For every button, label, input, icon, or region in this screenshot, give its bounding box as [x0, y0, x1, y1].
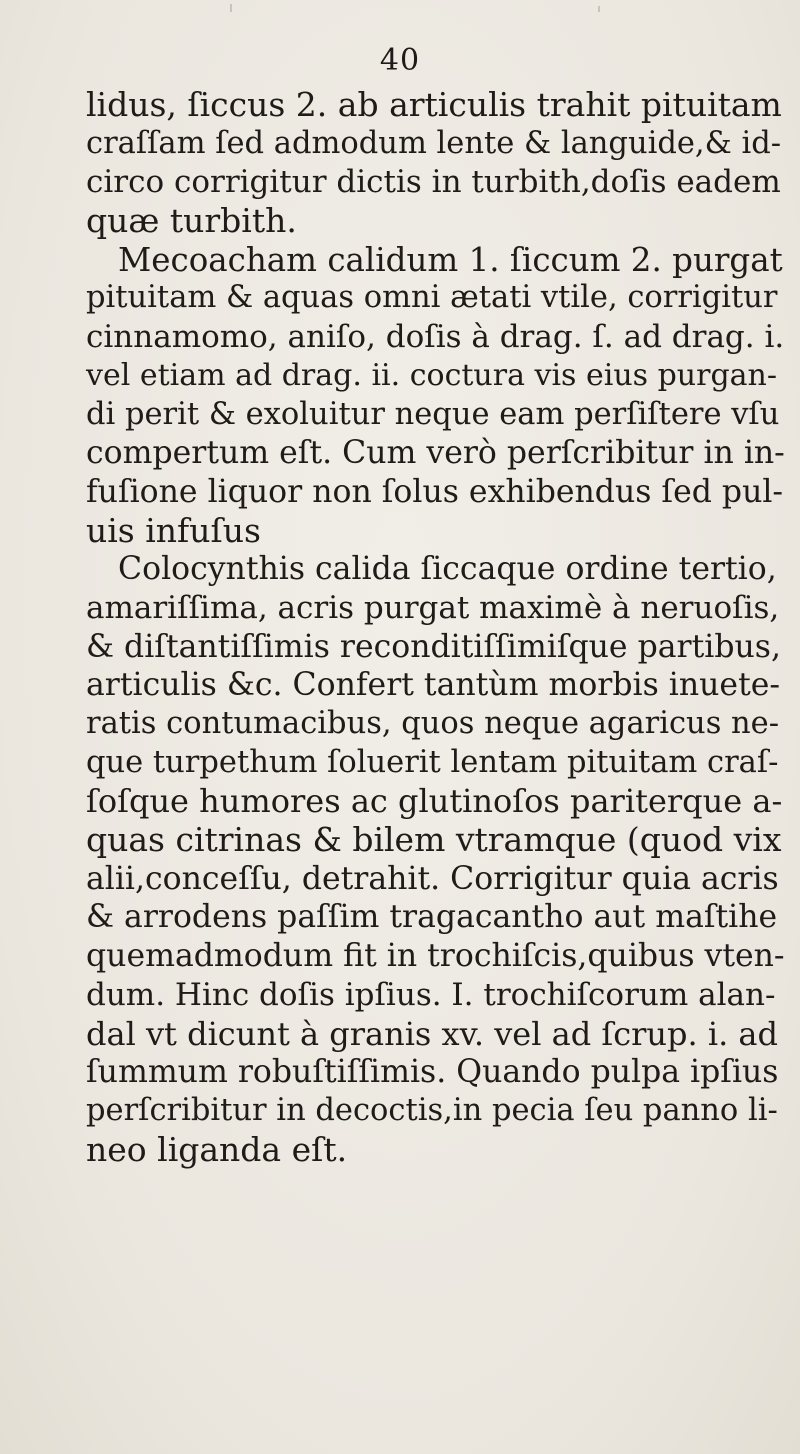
paragraph-start-line: Colocynthis calida ſiccaque ordine tertio,: [118, 551, 777, 588]
text-line: neo liganda eſt.: [86, 1129, 348, 1169]
text-line: circo corrigitur dictis in turbith,doſis eadem: [86, 164, 781, 201]
page-number: 40: [379, 43, 421, 78]
text-line: quas citrinas & bilem vtramque (quod vix: [86, 820, 782, 860]
text-line: lidus, ſiccus 2. ab articulis trahit pituitam: [86, 85, 782, 124]
text-line: cinnamomo, aniſo, doſis à drag. ſ. ad drag. i.: [86, 319, 785, 356]
text-line: perſcribitur in decoctis,in pecia ſeu panno li-: [86, 1092, 778, 1128]
text-line: craſſam ſed admodum lente & languide,& id-: [86, 125, 782, 161]
text-line: & arrodens paſſim tragacantho aut maſtihe: [86, 899, 778, 936]
body-text: [86, 86, 786, 1169]
text-line: quæ turbith.: [86, 201, 297, 241]
text-line: alii,conceſſu, detrahit. Corrigitur quia acris: [86, 860, 779, 897]
paragraph-start-line: Mecoacham calidum 1. ſiccum 2. purgat: [118, 240, 783, 279]
text-line: & diſtantiſſimis reconditiſſimiſque partibus,: [86, 628, 781, 665]
text-line: ratis contumacibus, quos neque agaricus ne-: [86, 706, 780, 741]
text-line: di perit & exoluitur neque eam perſiſtere vſu: [86, 396, 780, 432]
text-line: amariſſima, acris purgat maximè à neruoſis,: [86, 589, 780, 626]
text-line: vel etiam ad drag. ii. coctura vis eius purgan-: [86, 357, 777, 393]
text-line: ſummum robuſtiſſimis. Quando pulpa ipſius: [86, 1054, 779, 1091]
text-line: que turpethum ſoluerit lentam pituitam craſ-: [86, 744, 779, 780]
text-line: quemadmodum fit in trochiſcis,quibus vten-: [86, 938, 785, 975]
text-line: compertum eſt. Cum verò perſcribitur in in-: [86, 435, 785, 472]
text-line: pituitam & aquas omni ætati vtile, corrigitur: [86, 280, 778, 316]
page-edge-mark: [598, 6, 600, 12]
text-line: dal vt dicunt à granis xv. vel ad ſcrup. i. ad: [86, 1014, 778, 1053]
page-edge-mark: [230, 4, 232, 12]
text-line: uis infuſus: [86, 510, 261, 550]
text-line: ſoſque humores ac glutinoſos pariterque a-: [86, 782, 783, 821]
text-line: fuſione liquor non ſolus exhibendus ſed pul-: [86, 473, 784, 510]
text-line: articulis &c. Confert tantùm morbis inuete-: [86, 667, 781, 704]
text-line: dum. Hinc doſis ipſius. I. trochiſcorum alan-: [86, 976, 776, 1013]
